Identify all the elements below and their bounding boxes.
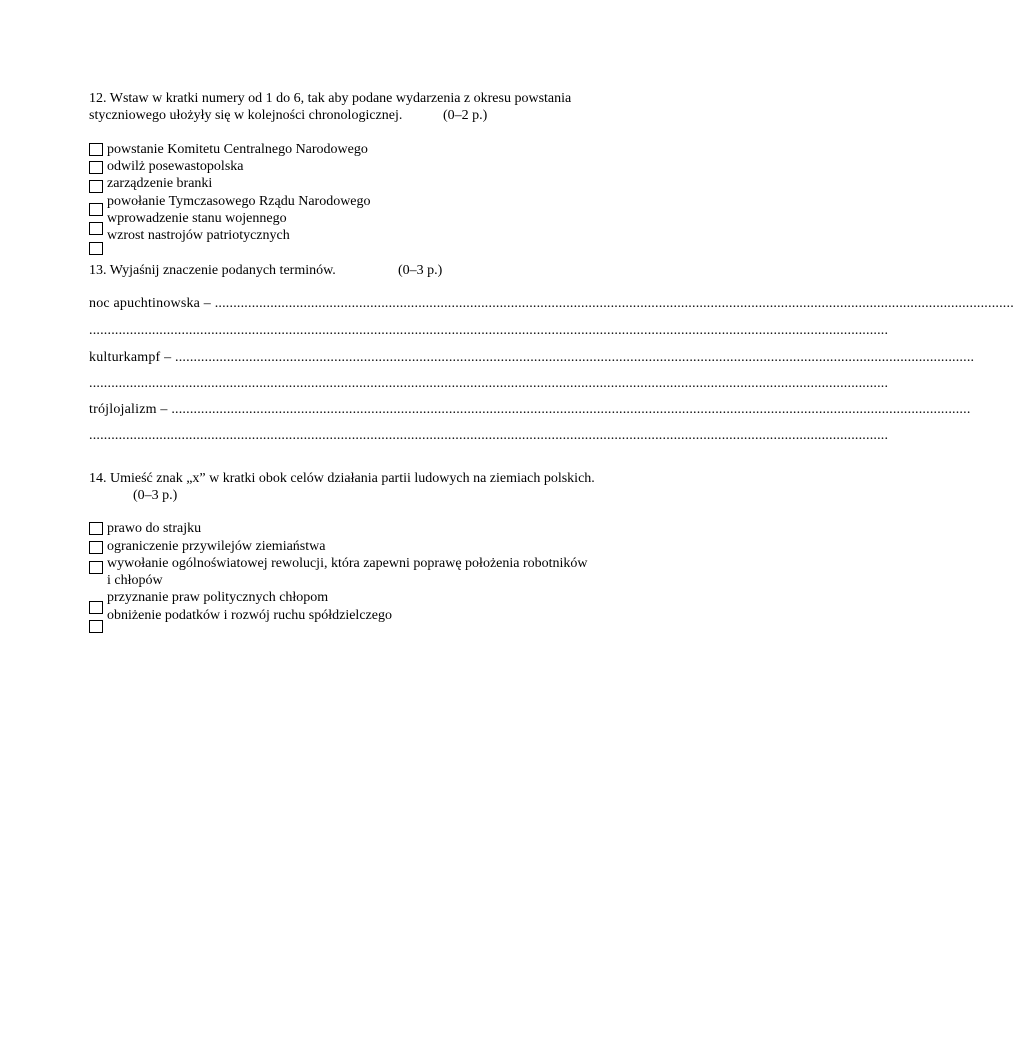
q13-answer-line-5[interactable] [89,401,971,418]
q13-points: (0–3 p.) [398,263,443,278]
q13-term-3: trójlojalizm – [89,402,172,417]
q13-dots: ........................................................................................................................................................................................................................ [89,376,889,391]
q12-answer-box-1[interactable] [89,143,103,156]
q13-term-2: kulturkampf – [89,350,176,365]
q13-dots: ........................................................................................................................................................................................................................ [89,323,889,338]
q13-dots: ........................................................................................................................................................................................................................ [214,296,1014,311]
q12-instruction-line2: styczniowego ułożyły się w kolejności chronologicznej. [89,108,403,123]
q12-answer-box-2[interactable] [89,161,103,174]
q13-answer-line-2[interactable] [89,322,889,339]
q13-term-1: noc apuchtinowska – [89,296,215,311]
q14-item-4: przyznanie praw politycznych chłopom [107,590,329,605]
q12-item-2: odwilż posewastopolska [107,159,244,174]
q12-answer-box-4[interactable] [89,203,103,216]
q12-item-1: powstanie Komitetu Centralnego Narodowego [107,142,368,157]
q12-instruction-line1: 12. Wstaw w kratki numery od 1 do 6, tak aby podane wydarzenia z okresu powstania [89,91,572,106]
q14-item-3-line1: wywołanie ogólnoświatowej rewolucji, która zapewni poprawę położenia robotników [107,556,588,571]
q14-answer-box-5[interactable] [89,620,103,633]
q13-instruction: 13. Wyjaśnij znaczenie podanych terminów. [89,263,336,278]
q14-points: (0–3 p.) [133,488,178,503]
q13-dots: ........................................................................................................................................................................................................................ [171,402,971,417]
q12-item-5: wprowadzenie stanu wojennego [107,211,287,226]
q14-answer-box-4[interactable] [89,601,103,614]
q13-dots: ........................................................................................................................................................................................................................ [89,428,889,443]
q14-item-2: ograniczenie przywilejów ziemiaństwa [107,539,326,554]
q12-item-3: zarządzenie branki [107,176,213,191]
q12-answer-box-6[interactable] [89,242,103,255]
q14-item-1: prawo do strajku [107,521,202,536]
q13-answer-line-3[interactable] [89,349,975,366]
q12-points: (0–2 p.) [443,108,488,123]
q12-item-4: powołanie Tymczasowego Rządu Narodowego [107,194,371,209]
q14-item-3-line2: i chłopów [107,573,163,588]
q13-answer-line-6[interactable] [89,427,889,444]
q12-answer-box-5[interactable] [89,222,103,235]
q14-answer-box-1[interactable] [89,522,103,535]
q12-item-6: wzrost nastrojów patriotycznych [107,228,290,243]
q14-instruction: 14. Umieść znak „x” w kratki obok celów działania partii ludowych na ziemiach polskich. [89,471,595,486]
q14-answer-box-2[interactable] [89,541,103,554]
q14-answer-box-3[interactable] [89,561,103,574]
q13-dots: ........................................................................................................................................................................................................................ [175,350,975,365]
q14-item-5: obniżenie podatków i rozwój ruchu spółdzielczego [107,608,392,623]
q13-answer-line-1[interactable] [89,295,1014,312]
q12-answer-box-3[interactable] [89,180,103,193]
q13-answer-line-4[interactable] [89,375,889,392]
